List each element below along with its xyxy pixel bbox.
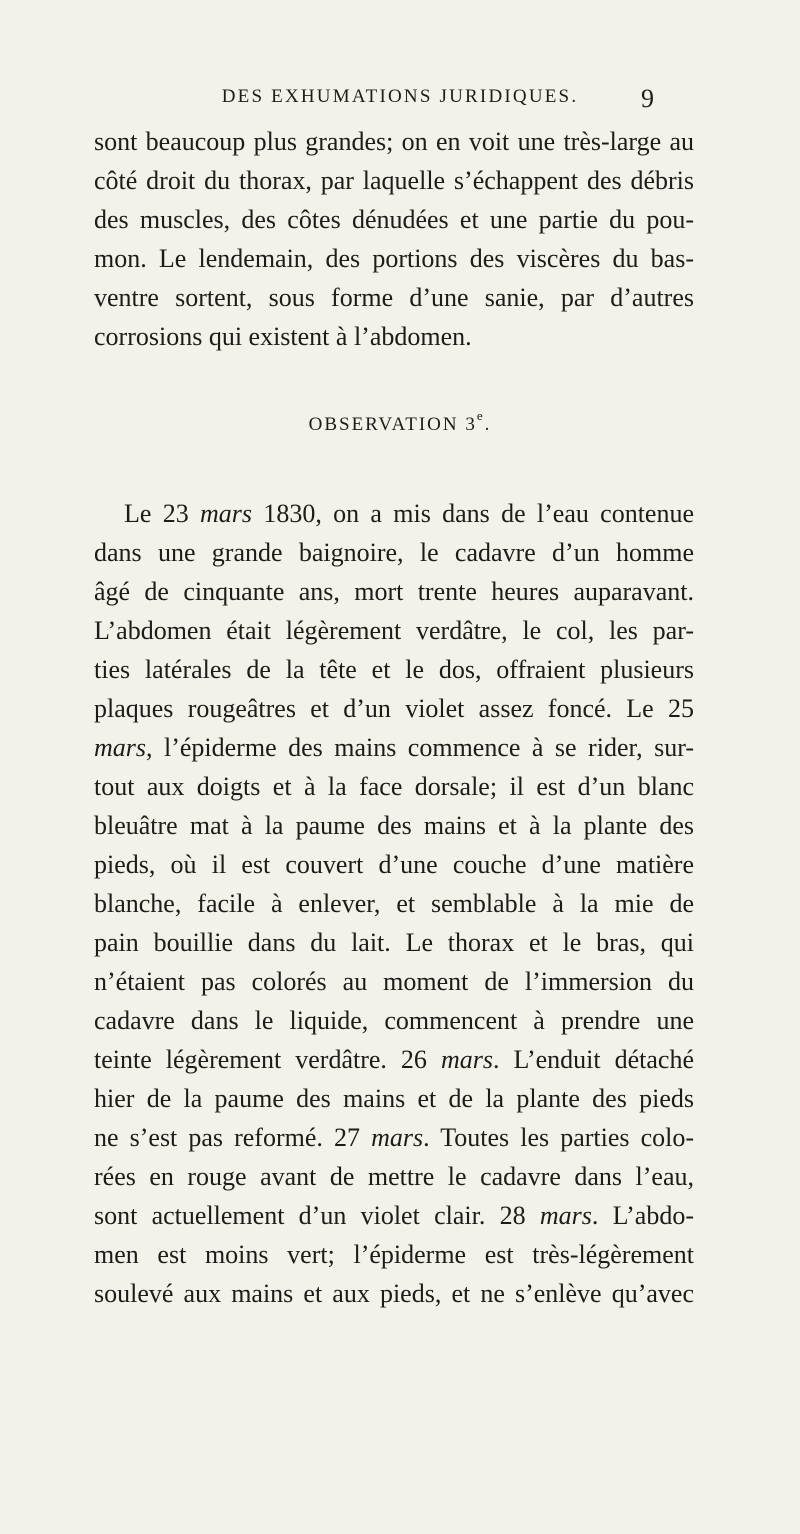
text-line: teinte légèrement verdâtre. 26 mars. L’enduit détaché — [94, 1045, 694, 1074]
text-line: mars, l’épiderme des mains commence à se rider, sur- — [94, 733, 694, 762]
text-line: côté droit du thorax, par laquelle s’échappent des débris — [94, 166, 694, 195]
intro-paragraph — [94, 122, 694, 356]
running-head — [0, 84, 800, 114]
text-line: mon. Le lendemain, des portions des viscères du bas- — [94, 244, 694, 273]
text-line: men est moins vert; l’épiderme est très-légèrement — [94, 1240, 694, 1269]
text-line: soulevé aux mains et aux pieds, et ne s’enlève qu’avec — [94, 1279, 694, 1308]
observation-period: . — [484, 414, 492, 435]
text-line: bleuâtre mat à la paume des mains et à la plante des — [94, 811, 694, 840]
text-line: rées en rouge avant de mettre le cadavre dans l’eau, — [94, 1162, 694, 1191]
text-line: Le 23 mars 1830, on a mis dans de l’eau contenue — [124, 499, 695, 528]
text-line: ties latérales de la tête et le dos, offraient plusieurs — [94, 655, 694, 684]
observation-label: OBSERVATION 3 — [308, 414, 477, 435]
text-line: cadavre dans le liquide, commencent à prendre une — [94, 1006, 694, 1035]
text-line: âgé de cinquante ans, mort trente heures auparavant. — [94, 577, 694, 606]
observation-heading — [0, 408, 800, 436]
text-line: n’étaient pas colorés au moment de l’immersion du — [94, 967, 694, 996]
text-line: corrosions qui existent à l’abdomen. — [94, 322, 472, 351]
text-line: blanche, facile à enlever, et semblable à la mie de — [94, 889, 694, 918]
text-line: des muscles, des côtes dénudées et une partie du pou- — [94, 205, 694, 234]
text-line: L’abdomen était légèrement verdâtre, le col, les par- — [94, 616, 694, 645]
running-title: DES EXHUMATIONS JURIDIQUES. — [221, 86, 579, 107]
text-line: sont beaucoup plus grandes; on en voit une très-large au — [94, 127, 694, 156]
text-line: plaques rougeâtres et d’un violet assez foncé. Le 25 — [94, 694, 694, 723]
observation-paragraph — [94, 494, 694, 1313]
text-line: hier de la paume des mains et de la plante des pieds — [94, 1084, 694, 1113]
text-line: ventre sortent, sous forme d’une sanie, par d’autres — [94, 283, 694, 312]
text-line: sont actuellement d’un violet clair. 28 mars. L’abdo- — [94, 1201, 695, 1230]
observation-superscript: e — [476, 408, 485, 423]
text-line: pain bouillie dans du lait. Le thorax et le bras, qui — [94, 928, 694, 957]
text-line: pieds, où il est couvert d’une couche d’une matière — [94, 850, 694, 879]
text-line: ne s’est pas reformé. 27 mars. Toutes les parties colo- — [94, 1123, 694, 1152]
text-line: tout aux doigts et à la face dorsale; il est d’un blanc — [94, 772, 694, 801]
page-number: 9 — [641, 84, 654, 113]
text-line: dans une grande baignoire, le cadavre d’un homme — [94, 538, 694, 567]
